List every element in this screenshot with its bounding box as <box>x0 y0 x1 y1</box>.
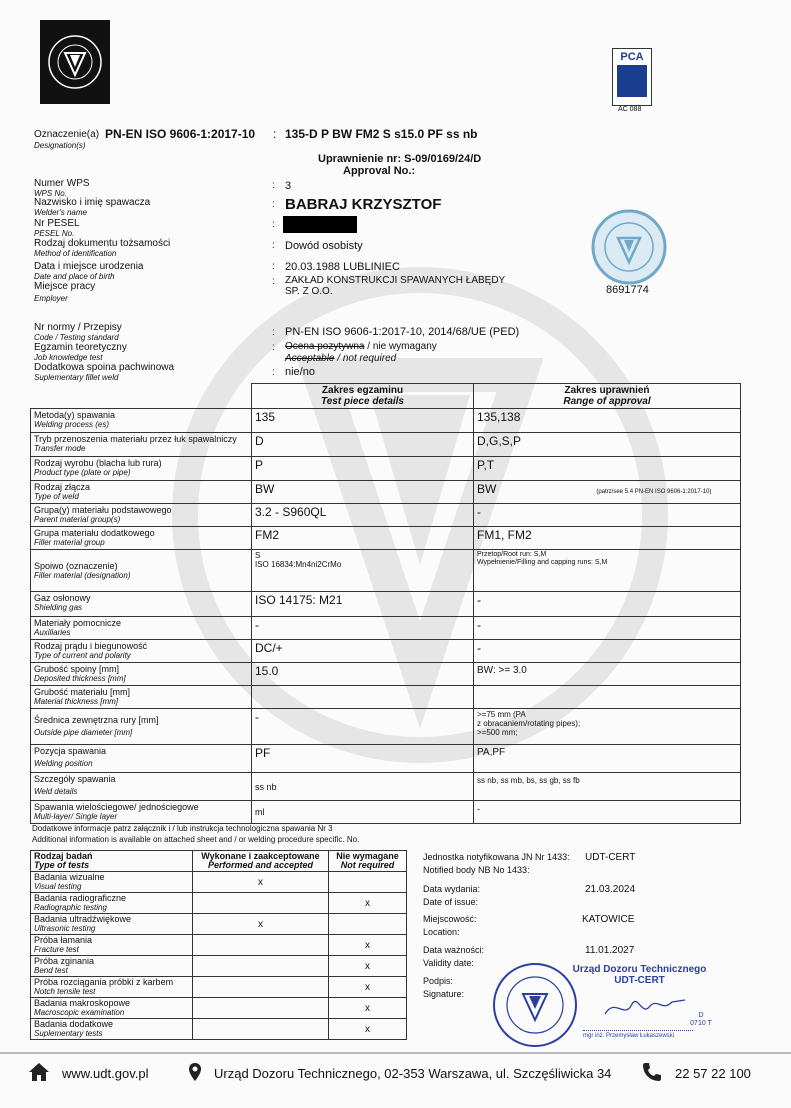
table-row: Grupa(y) materiału podstawowego Parent material group(s) 3.2 - S960QL - <box>31 504 741 527</box>
table-row: Rodzaj prądu i biegunowość Type of current and polarity DC/+ - <box>31 640 741 663</box>
phone-icon <box>640 1060 664 1084</box>
tests-header-accepted: Wykonane i zaakceptowane Performed and accepted <box>193 851 329 872</box>
list-item: Badania makroskopowe Macroscopic examination x <box>31 998 407 1019</box>
footer-phone: 22 57 22 100 <box>675 1066 751 1081</box>
designation-code: 135-D P BW FM2 S s15.0 PF ss nb <box>285 127 478 141</box>
pca-number: AC 088 <box>618 106 642 113</box>
table-row: Grupa materiału dodatkowego Filler material group FM2 FM1, FM2 <box>31 527 741 550</box>
table-row: Spawania wielościegowe/ jednościegowe Multi-layer/ Single layer ml - <box>31 801 741 824</box>
approval-label: Approval No.: <box>343 165 416 177</box>
field-employer-label: Miejsce pracy Employer <box>34 281 96 303</box>
validity-label: Data ważności: Validity date: <box>423 945 485 968</box>
issue-date-value: 21.03.2024 <box>585 884 636 895</box>
list-item: Próba zginania Bend test x <box>31 956 407 977</box>
field-id-label: Rodzaj dokumentu tożsamości Method of identification <box>34 238 171 258</box>
stamp-code: D 0710 T <box>690 1012 712 1027</box>
seal-number: 8691774 <box>606 284 649 296</box>
fillet-weld-label: Dodatkowa spoina pachwinowa Suplementary fillet weld <box>34 362 175 382</box>
header-test-piece: Zakres egzaminu Test piece details <box>252 384 474 409</box>
list-item: Próba łamania Fracture test x <box>31 935 407 956</box>
footer-address: Urząd Dozoru Technicznego, 02-353 Warszawa, ul. Szczęśliwicka 34 <box>214 1066 612 1081</box>
designation-label-en: Designation(s) <box>34 141 86 150</box>
location-label: Miejscowość: Location: <box>423 914 477 937</box>
table-row: Grubość materiału [mm] Material thickness [mm] <box>31 686 741 709</box>
field-employer-value: ZAKŁAD KONSTRUKCJI SPAWANYCH ŁABĘDY SP. Z O.O. <box>285 275 506 297</box>
list-item: Badania ultradźwiękowe Ultrasonic testing x <box>31 914 407 935</box>
pesel-redaction <box>283 216 357 233</box>
tests-header-type: Rodzaj badań Type of tests <box>31 851 193 872</box>
stamp-line <box>583 1030 693 1031</box>
field-birth-value: 20.03.1988 LUBLINIEC <box>285 261 400 273</box>
footer-website[interactable]: www.udt.gov.pl <box>62 1066 149 1081</box>
table-row: Grubość spoiny [mm] Deposited thickness [mm] 15.0 BW: >= 3.0 <box>31 663 741 686</box>
table-row: Pozycja spawania Welding position PF PA,PF <box>31 745 741 773</box>
notified-body-label: Jednostka notyfikowana JN Nr 1433: Notified body NB No 1433: <box>423 852 570 875</box>
list-item: Badania wizualne Visual testing x <box>31 872 407 893</box>
table-row: Średnica zewnętrzna rury [mm] Outside pipe diameter [mm] - >=75 mm (PA z obracaniem/rotating pipes); >=500 mm; <box>31 709 741 745</box>
field-id-value: Dowód osobisty <box>285 240 363 252</box>
udt-cert-logo <box>40 20 110 104</box>
list-item: Próba rozciągania próbki z karbem Notch tensile test x <box>31 977 407 998</box>
list-item: Badania dodatkowe Suplementary tests x <box>31 1019 407 1040</box>
stamp-name: mgr inż. Przemysław Łukaszewski <box>583 1033 675 1039</box>
field-welder-label: Nazwisko i imię spawacza Welder's name <box>34 197 151 217</box>
home-icon <box>28 1062 50 1082</box>
test-details-table <box>30 383 741 824</box>
location-pin-icon <box>188 1062 202 1082</box>
table-row: Rodzaj wyrobu (blacha lub rura) Product type (plate or pipe) P P,T <box>31 457 741 481</box>
table-row: Tryb przenoszenia materiału przez łuk spawalniczy Transfer mode D D,G,S,P <box>31 433 741 457</box>
table-row: Materiały pomocnicze Auxiliaries - - <box>31 617 741 640</box>
tests-table <box>30 850 407 1040</box>
field-birth-label: Data i miejsce urodzenia Date and place of birth <box>34 261 144 281</box>
table-row: Rodzaj złącza Type of weld BW BW (patrz/see 5.4 PN-EN ISO 9606-1:2017-10) <box>31 481 741 504</box>
hologram-seal <box>590 208 668 286</box>
header-range: Zakres uprawnień Range of approval <box>474 384 741 409</box>
footer <box>0 1052 791 1100</box>
job-knowledge-value: Ocena pozytywna / nie wymagany Acceptable / not required <box>285 341 437 364</box>
field-wps-value: 3 <box>285 180 292 192</box>
signature <box>600 992 690 1022</box>
validity-value: 11.01.2027 <box>585 945 635 956</box>
signature-label: Podpis: Signature: <box>423 976 465 999</box>
notified-body-value: UDT-CERT <box>585 852 636 863</box>
tests-header-not-required: Nie wymagane Not required <box>329 851 407 872</box>
code-standard-label: Nr normy / Przepisy Code / Testing standard <box>34 322 122 342</box>
additional-info: Dodatkowe informacje patrz załącznik i / lub instrukcja technologiczna spawania Nr 3 Additional information is available on attached sheet and / or welding procedure specific. No. <box>32 824 360 844</box>
designation-standard: PN-EN ISO 9606-1:2017-10 <box>105 127 256 141</box>
fillet-weld-value: nie/no <box>285 366 315 378</box>
job-knowledge-label: Egzamin teoretyczny Job knowledge test <box>34 342 127 362</box>
table-row: Szczegóły spawania Weld details ss nb ss nb, ss mb, bs, ss gb, ss fb <box>31 773 741 801</box>
designation-label: Oznaczenie(a) <box>34 129 100 140</box>
approval-number: Uprawnienie nr: S-09/0169/24/D <box>318 153 482 165</box>
location-value: KATOWICE <box>582 914 635 925</box>
table-row: Gaz osłonowy Shielding gas ISO 14175: M21 - <box>31 592 741 617</box>
field-pesel-label: Nr PESEL PESEL No. <box>34 218 80 238</box>
list-item: Badania radiograficzne Radiographic testing x <box>31 893 407 914</box>
field-welder-value: BABRAJ KRZYSZTOF <box>285 196 442 213</box>
table-row: Spoiwo (oznaczenie) Filler material (designation) S ISO 16834:Mn4ni2CrMo Przetop/Root run: S,M Wypełnienie/Filling and capping runs: S,M <box>31 550 741 592</box>
table-row: Metoda(y) spawania Welding process (es) 135 135,138 <box>31 409 741 433</box>
issue-date-label: Data wydania: Date of issue: <box>423 884 481 907</box>
pca-logo: PCA <box>612 48 652 106</box>
stamp-org: Urząd Dozoru Technicznego UDT-CERT <box>572 964 707 986</box>
code-standard-value: PN-EN ISO 9606-1:2017-10, 2014/68/UE (PED) <box>285 326 520 338</box>
field-wps-label: Numer WPS WPS No. <box>34 178 90 198</box>
